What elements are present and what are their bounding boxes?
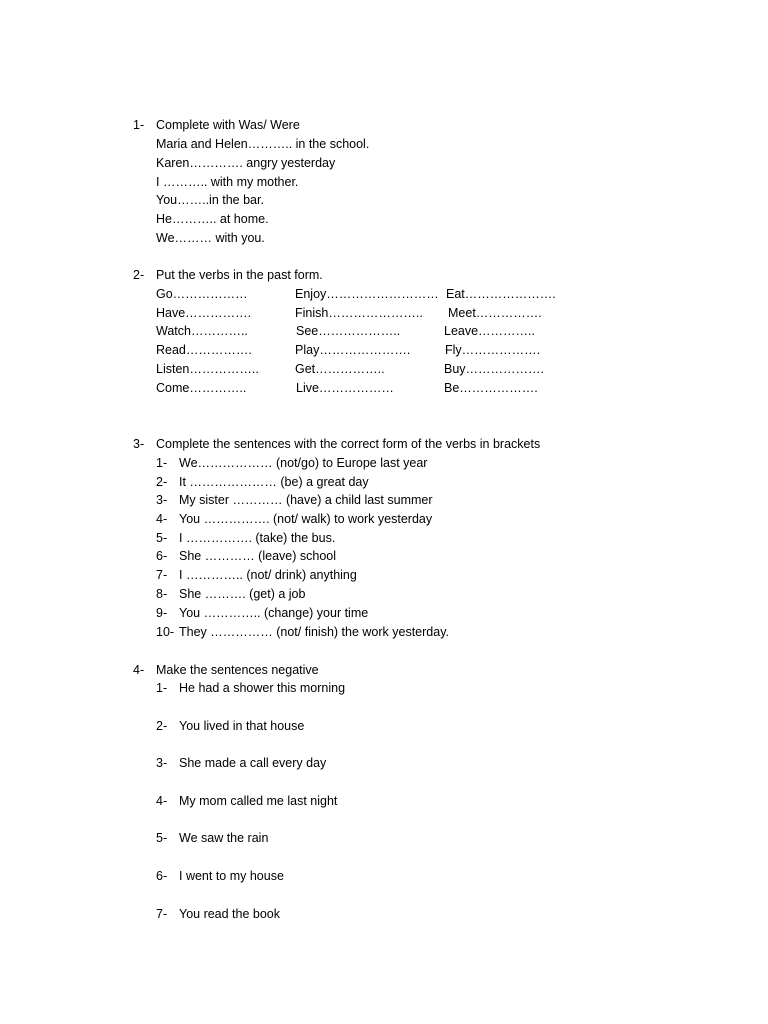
- verb-cell: See………………..: [296, 324, 401, 338]
- verb-cell: Come…………..: [156, 381, 247, 395]
- exercise-sentence: You read the book: [179, 907, 281, 921]
- verb-cell: Fly……………….: [445, 343, 541, 357]
- verb-cell: Finish…………………..: [295, 306, 423, 320]
- item-number: 5-: [156, 831, 168, 845]
- verb-cell: Buy……………….: [444, 362, 545, 376]
- section-1-line: You……..in the bar.: [156, 193, 264, 207]
- item-number: 3-: [156, 493, 168, 507]
- section-4-title: Make the sentences negative: [156, 663, 319, 677]
- exercise-sentence: My sister ………… (have) a child last summer: [179, 493, 433, 507]
- verb-cell: Get……………..: [295, 362, 385, 376]
- item-number: 10-: [156, 625, 175, 639]
- verb-cell: Have…………….: [156, 306, 252, 320]
- section-1-line: Maria and Helen……….. in the school.: [156, 137, 370, 151]
- item-number: 7-: [156, 907, 168, 921]
- section-4-number: 4-: [133, 663, 145, 677]
- exercise-sentence: It ………………… (be) a great day: [179, 475, 369, 489]
- exercise-sentence: You lived in that house: [179, 719, 305, 733]
- section-3-number: 3-: [133, 437, 145, 451]
- verb-cell: Enjoy………………………: [295, 287, 439, 301]
- verb-cell: Live………………: [296, 381, 394, 395]
- section-1-line: We……… with you.: [156, 231, 265, 245]
- verb-cell: Watch…………..: [156, 324, 248, 338]
- section-1-title: Complete with Was/ Were: [156, 118, 300, 132]
- item-number: 9-: [156, 606, 168, 620]
- section-1-line: Karen…………. angry yesterday: [156, 156, 336, 170]
- item-number: 7-: [156, 568, 168, 582]
- exercise-sentence: She ………… (leave) school: [179, 549, 337, 563]
- verb-cell: Listen……………..: [156, 362, 259, 376]
- section-2-title: Put the verbs in the past form.: [156, 268, 323, 282]
- exercise-sentence: You ………….. (change) your time: [179, 606, 369, 620]
- exercise-sentence: I went to my house: [179, 869, 284, 883]
- item-number: 1-: [156, 681, 168, 695]
- exercise-sentence: We saw the rain: [179, 831, 269, 845]
- exercise-sentence: You ……………. (not/ walk) to work yesterday: [179, 512, 433, 526]
- section-3-title: Complete the sentences with the correct form of the verbs in brackets: [156, 437, 541, 451]
- exercise-sentence: She ………. (get) a job: [179, 587, 306, 601]
- exercise-sentence: I ……………. (take) the bus.: [179, 531, 336, 545]
- item-number: 8-: [156, 587, 168, 601]
- verb-cell: Go………………: [156, 287, 248, 301]
- verb-cell: Play………………….: [295, 343, 411, 357]
- verb-cell: Be……………….: [444, 381, 538, 395]
- verb-cell: Read…………….: [156, 343, 252, 357]
- item-number: 2-: [156, 719, 168, 733]
- verb-cell: Meet…………….: [448, 306, 542, 320]
- exercise-sentence: She made a call every day: [179, 756, 327, 770]
- item-number: 2-: [156, 475, 168, 489]
- item-number: 3-: [156, 756, 168, 770]
- item-number: 4-: [156, 794, 168, 808]
- section-1-line: He……….. at home.: [156, 212, 269, 226]
- section-2-number: 2-: [133, 268, 145, 282]
- exercise-sentence: I ………….. (not/ drink) anything: [179, 568, 357, 582]
- verb-cell: Eat………………….: [446, 287, 556, 301]
- item-number: 6-: [156, 869, 168, 883]
- exercise-sentence: He had a shower this morning: [179, 681, 346, 695]
- exercise-sentence: My mom called me last night: [179, 794, 338, 808]
- item-number: 5-: [156, 531, 168, 545]
- exercise-sentence: They …………… (not/ finish) the work yesterday.: [179, 625, 449, 639]
- item-number: 1-: [156, 456, 168, 470]
- item-number: 4-: [156, 512, 168, 526]
- section-1-line: I ……….. with my mother.: [156, 175, 299, 189]
- verb-cell: Leave…………..: [444, 324, 536, 338]
- exercise-sentence: We……………… (not/go) to Europe last year: [179, 456, 428, 470]
- item-number: 6-: [156, 549, 168, 563]
- section-1-number: 1-: [133, 118, 145, 132]
